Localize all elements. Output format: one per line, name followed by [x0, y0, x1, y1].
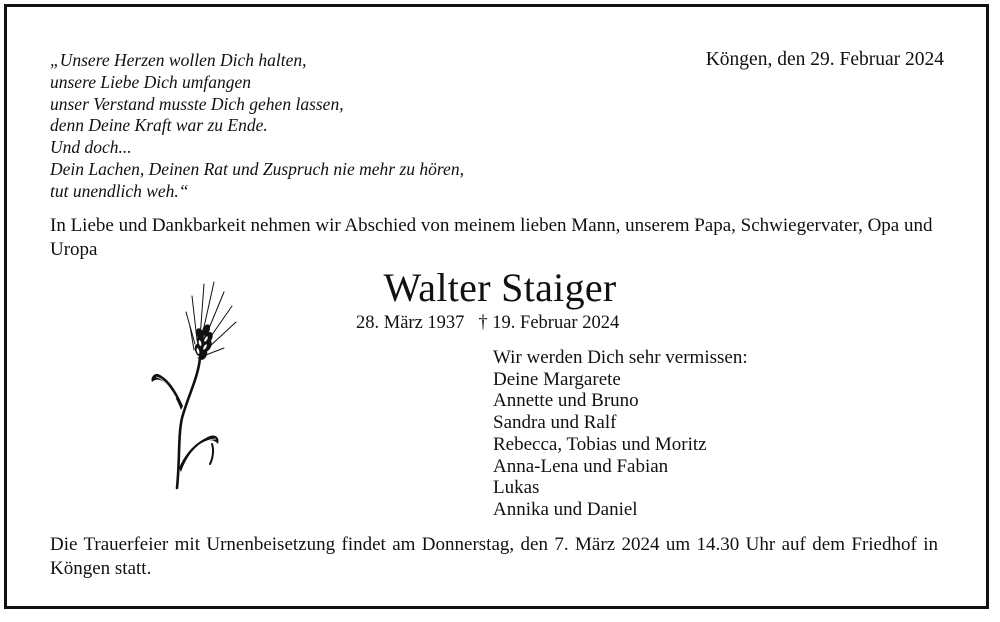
poem-line: unser Verstand musste Dich gehen lassen,	[50, 93, 344, 114]
farewell-intro: In Liebe und Dankbarkeit nehmen wir Abschied von meinem lieben Mann, unserem Papa, Schwiegervater, Opa und Uropa	[50, 215, 933, 260]
poem-line: tut unendlich weh.“	[50, 180, 189, 201]
mourner-entry: Annika und Daniel	[493, 498, 638, 520]
mourner-entry: Deine Margarete	[493, 368, 621, 390]
memorial-poem	[50, 50, 570, 203]
poem-line: unsere Liebe Dich umfangen	[50, 71, 252, 92]
poem-line: „Unsere Herzen wollen Dich halten,	[50, 50, 307, 70]
life-dates	[356, 313, 619, 334]
mourner-entry: Anna-Lena und Fabian	[493, 455, 669, 477]
mourner-entry: Sandra und Ralf	[493, 412, 617, 434]
funeral-ceremony-info: Die Trauerfeier mit Urnenbeisetzung findet am Donnerstag, den 7. März 2024 um 14.30 Uhr auf dem Friedhof in Köngen statt.	[50, 534, 938, 579]
place-and-date: Köngen, den 29. Februar 2024	[705, 49, 944, 70]
mourner-entry: Rebecca, Tobias und Moritz	[493, 433, 707, 455]
poem-line: Dein Lachen, Deinen Rat und Zuspruch nie mehr zu hören,	[50, 158, 464, 179]
birth-date: 28. März 1937	[356, 313, 465, 333]
death-date: † 19. Februar 2024	[478, 313, 620, 333]
mourner-entry: Annette und Bruno	[493, 390, 639, 412]
mourners-heading: Wir werden Dich sehr vermissen:	[493, 347, 748, 368]
poem-line: denn Deine Kraft war zu Ende.	[50, 115, 268, 136]
wheat-ear-icon	[140, 278, 250, 496]
poem-line: Und doch...	[50, 137, 132, 158]
mourner-entry: Lukas	[493, 477, 540, 499]
mourners-list	[493, 347, 748, 521]
deceased-name: Walter Staiger	[383, 265, 617, 310]
